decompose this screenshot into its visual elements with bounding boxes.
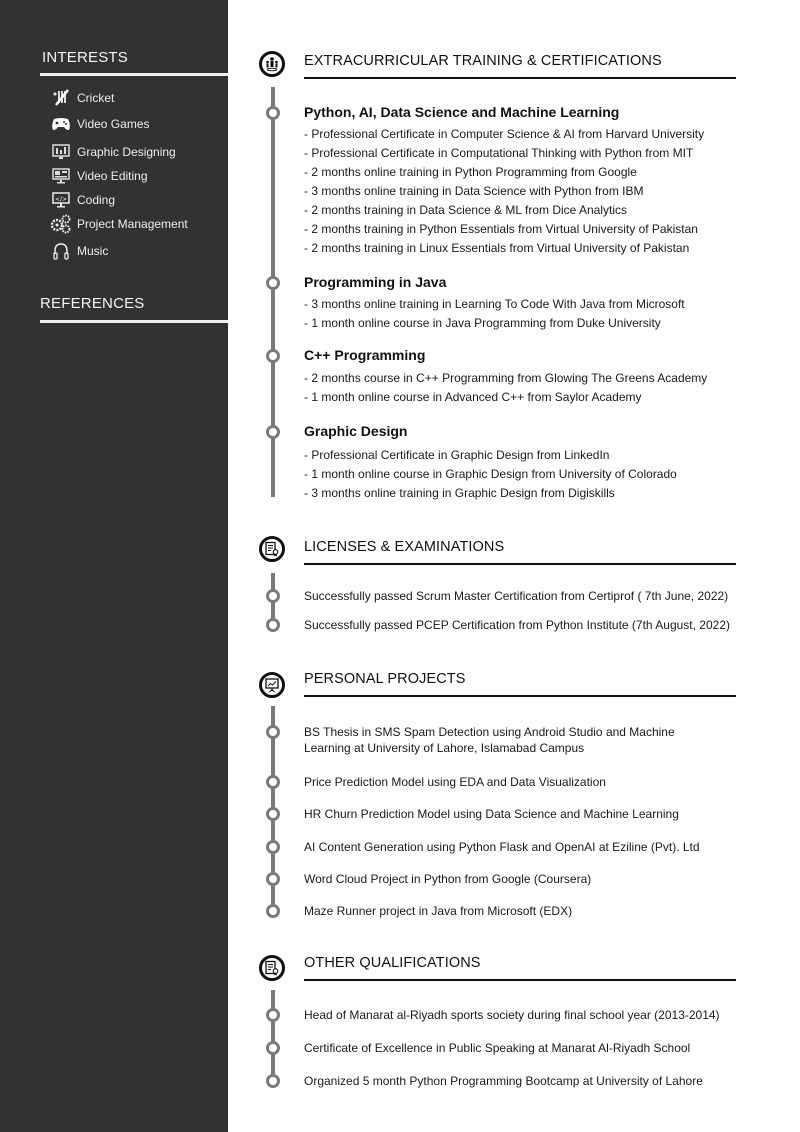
group-item: - 2 months training in Data Science & ML from Dice Analytics xyxy=(304,203,628,217)
interest-label: Video Games xyxy=(77,117,150,131)
video-editing-icon xyxy=(50,167,72,185)
group-item: - 1 month online course in Java Programming from Duke University xyxy=(304,316,661,330)
group-item: - 2 months training in Linux Essentials from Virtual University of Pakistan xyxy=(304,241,690,255)
svg-text:</>: </> xyxy=(54,196,68,203)
timeline-node xyxy=(266,725,280,739)
interest-item-cricket xyxy=(50,88,114,108)
timeline-node xyxy=(266,872,280,886)
project-item: AI Content Generation using Python Flask and OpenAI at Eziline (Pvt). Ltd xyxy=(304,840,700,854)
group-title: C++ Programming xyxy=(304,347,426,363)
interest-label: Coding xyxy=(77,193,116,207)
license-item: Successfully passed PCEP Certification from Python Institute (7th August, 2022) xyxy=(304,618,730,632)
design-monitor-icon xyxy=(50,143,72,161)
project-item: Word Cloud Project in Python from Google (Coursera) xyxy=(304,872,592,886)
group-item: - 1 month online course in Advanced C++ from Saylor Academy xyxy=(304,390,642,404)
project-line: Learning at University of Lahore, Islamabad Campus xyxy=(304,741,585,755)
section-divider xyxy=(304,77,736,79)
qualification-item: Certificate of Excellence in Public Speaking at Manarat Al-Riyadh School xyxy=(304,1041,691,1055)
interest-label: Project Management xyxy=(77,217,188,231)
interests-divider xyxy=(40,73,228,76)
project-item: HR Churn Prediction Model using Data Science and Machine Learning xyxy=(304,807,679,821)
interest-item-graphic-designing xyxy=(50,142,176,162)
interest-label: Music xyxy=(77,244,109,258)
project-line: BS Thesis in SMS Spam Detection using Android Studio and Machine xyxy=(304,725,675,739)
timeline-node xyxy=(266,589,280,603)
section-divider xyxy=(304,563,736,565)
sidebar xyxy=(0,0,228,1132)
timeline-node xyxy=(266,349,280,363)
presentation-chart-icon xyxy=(259,672,285,698)
group-item: - 1 month online course in Graphic Design from University of Colorado xyxy=(304,467,677,481)
main-content xyxy=(228,0,800,1132)
certificate-icon xyxy=(259,955,285,981)
group-item: - 3 months online training in Data Science with Python from IBM xyxy=(304,184,644,198)
project-item xyxy=(304,724,675,756)
timeline-node xyxy=(266,904,280,918)
timeline-node xyxy=(266,618,280,632)
headphones-icon xyxy=(50,242,72,260)
section-title-licenses: LICENSES & EXAMINATIONS xyxy=(304,539,505,555)
timeline-node xyxy=(266,1041,280,1055)
gears-icon xyxy=(50,215,72,233)
project-item: Price Prediction Model using EDA and Data Visualization xyxy=(304,775,606,789)
section-title-other: OTHER QUALIFICATIONS xyxy=(304,955,481,971)
cricket-icon xyxy=(50,89,72,107)
timeline-line xyxy=(271,990,275,1080)
interests-heading: INTERESTS xyxy=(42,49,128,66)
group-item: - Professional Certificate in Computational Thinking with Python from MIT xyxy=(304,146,694,160)
timeline-node xyxy=(266,1008,280,1022)
section-divider xyxy=(304,979,736,981)
timeline-node xyxy=(266,106,280,120)
section-title-extracurricular: EXTRACURRICULAR TRAINING & CERTIFICATIONS xyxy=(304,53,662,69)
group-item: - Professional Certificate in Computer Science & AI from Harvard University xyxy=(304,127,705,141)
references-divider xyxy=(40,320,228,323)
timeline-node xyxy=(266,807,280,821)
timeline-node xyxy=(266,775,280,789)
group-title: Graphic Design xyxy=(304,423,408,439)
interest-label: Video Editing xyxy=(77,169,148,183)
interest-item-video-games xyxy=(50,114,150,134)
team-icon xyxy=(259,51,285,77)
group-item: - 2 months online training in Python Programming from Google xyxy=(304,165,637,179)
interest-item-video-editing xyxy=(50,166,148,186)
interest-item-project-management xyxy=(50,214,188,234)
interest-label: Cricket xyxy=(77,91,115,105)
group-item: - 2 months course in C++ Programming from Glowing The Greens Academy xyxy=(304,371,708,385)
timeline-node xyxy=(266,1074,280,1088)
project-item: Maze Runner project in Java from Microsoft (EDX) xyxy=(304,904,573,918)
interest-item-coding xyxy=(50,190,115,210)
timeline-node xyxy=(266,425,280,439)
timeline-node xyxy=(266,276,280,290)
group-item: - Professional Certificate in Graphic Design from LinkedIn xyxy=(304,448,610,462)
interest-item-music xyxy=(50,241,108,261)
interest-label: Graphic Designing xyxy=(77,145,176,159)
qualification-item: Head of Manarat al-Riyadh sports society during final school year (2013-2014) xyxy=(304,1008,720,1022)
references-heading: REFERENCES xyxy=(40,295,145,312)
section-divider xyxy=(304,695,736,697)
group-item: - 3 months online training in Graphic Design from Digiskills xyxy=(304,486,615,500)
group-title: Python, AI, Data Science and Machine Learning xyxy=(304,104,620,120)
section-title-projects: PERSONAL PROJECTS xyxy=(304,671,466,687)
group-item: - 2 months training in Python Essentials from Virtual University of Pakistan xyxy=(304,222,698,236)
group-item: - 3 months online training in Learning To Code With Java from Microsoft xyxy=(304,297,685,311)
group-title: Programming in Java xyxy=(304,274,447,290)
gamepad-icon xyxy=(50,115,72,133)
license-item: Successfully passed Scrum Master Certification from Certiprof ( 7th June, 2022) xyxy=(304,589,729,603)
certificate-icon xyxy=(259,536,285,562)
code-monitor-icon xyxy=(50,191,72,209)
timeline-node xyxy=(266,840,280,854)
qualification-item: Organized 5 month Python Programming Bootcamp at University of Lahore xyxy=(304,1074,703,1088)
